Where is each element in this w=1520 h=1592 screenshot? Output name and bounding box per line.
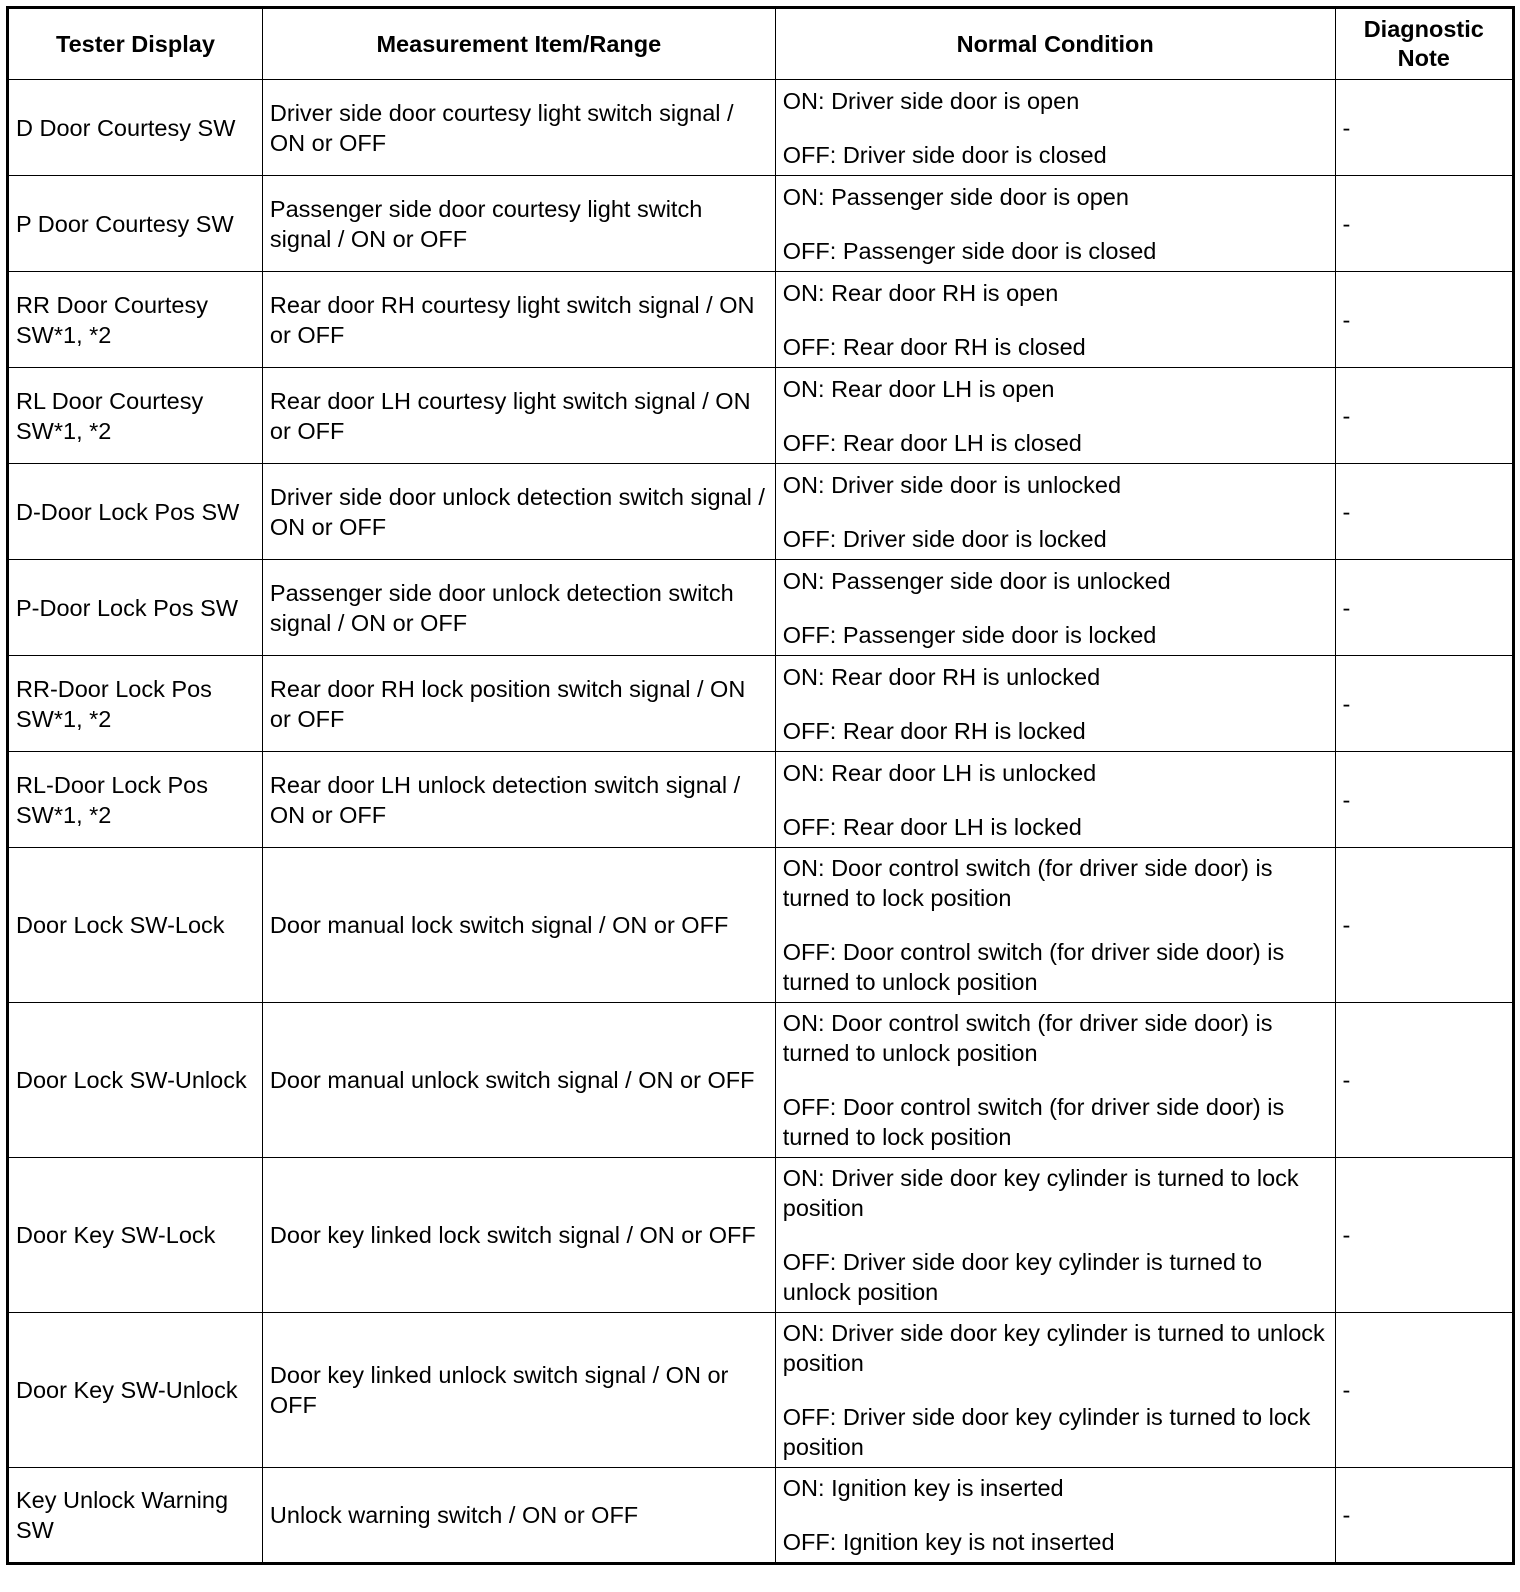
on-condition: ON: Passenger side door is unlocked (782, 567, 1171, 594)
off-condition: OFF: Driver side door key cylinder is turned to lock position (782, 1404, 1311, 1460)
measurement-cell: Rear door LH unlock detection switch signal / ON or OFF (262, 752, 775, 848)
tester-display-cell: D Door Courtesy SW (8, 80, 263, 176)
diagnostic-note-cell: - (1335, 464, 1513, 560)
table-row (8, 752, 1514, 848)
off-condition: OFF: Driver side door key cylinder is turned to unlock position (782, 1249, 1263, 1305)
table-row (8, 1313, 1514, 1468)
table-row (8, 560, 1514, 656)
table-row (8, 1003, 1514, 1158)
on-condition: ON: Driver side door is open (782, 87, 1080, 114)
on-condition: ON: Driver side door key cylinder is turned to lock position (782, 1165, 1299, 1221)
on-condition: ON: Rear door RH is open (782, 279, 1059, 306)
normal-condition-cell (775, 560, 1335, 656)
on-condition: ON: Ignition key is inserted (782, 1475, 1064, 1501)
table-row (8, 656, 1514, 752)
on-condition: ON: Door control switch (for driver side door) is turned to unlock position (782, 1010, 1273, 1066)
measurement-cell: Passenger side door courtesy light switch signal / ON or OFF (262, 176, 775, 272)
table-row (8, 464, 1514, 560)
tester-display-cell: Door Key SW-Unlock (8, 1313, 263, 1468)
on-condition: ON: Driver side door key cylinder is turned to unlock position (782, 1320, 1325, 1376)
normal-condition-cell (775, 848, 1335, 1003)
off-condition: OFF: Passenger side door is locked (782, 621, 1157, 648)
off-condition: OFF: Door control switch (for driver side door) is turned to unlock position (782, 939, 1285, 995)
normal-condition-cell (775, 752, 1335, 848)
tester-display-cell: Key Unlock Warning SW (8, 1468, 263, 1564)
diagnostic-note-cell: - (1335, 1313, 1513, 1468)
diagnostic-note-cell: - (1335, 656, 1513, 752)
tester-display-cell: Door Lock SW-Lock (8, 848, 263, 1003)
normal-condition-cell (775, 368, 1335, 464)
table-row (8, 80, 1514, 176)
measurement-cell: Door key linked lock switch signal / ON or OFF (262, 1158, 775, 1313)
normal-condition-cell (775, 1468, 1335, 1564)
normal-condition-cell (775, 80, 1335, 176)
on-condition: ON: Driver side door is unlocked (782, 471, 1122, 498)
normal-condition-cell (775, 1003, 1335, 1158)
table-row (8, 848, 1514, 1003)
data-list-table (6, 6, 1515, 1565)
tester-display-cell: Door Key SW-Lock (8, 1158, 263, 1313)
tester-display-cell: RL Door Courtesy SW*1, *2 (8, 368, 263, 464)
diagnostic-note-cell: - (1335, 272, 1513, 368)
off-condition: OFF: Passenger side door is closed (782, 237, 1157, 264)
diagnostic-note-cell: - (1335, 1003, 1513, 1158)
measurement-cell: Rear door LH courtesy light switch signal / ON or OFF (262, 368, 775, 464)
normal-condition-cell (775, 656, 1335, 752)
tester-display-cell: P-Door Lock Pos SW (8, 560, 263, 656)
on-condition: ON: Passenger side door is open (782, 183, 1129, 210)
table-row (8, 176, 1514, 272)
table-row (8, 368, 1514, 464)
off-condition: OFF: Rear door RH is closed (782, 333, 1086, 360)
table-row (8, 272, 1514, 368)
off-condition: OFF: Ignition key is not inserted (782, 1529, 1115, 1555)
tester-display-cell: D-Door Lock Pos SW (8, 464, 263, 560)
off-condition: OFF: Rear door LH is locked (782, 813, 1082, 840)
diagnostic-note-cell: - (1335, 80, 1513, 176)
on-condition: ON: Rear door RH is unlocked (782, 663, 1101, 690)
off-condition: OFF: Rear door RH is locked (782, 717, 1086, 744)
measurement-cell: Driver side door courtesy light switch signal / ON or OFF (262, 80, 775, 176)
diagnostic-note-cell: - (1335, 752, 1513, 848)
diagnostic-note-cell: - (1335, 1158, 1513, 1313)
normal-condition-cell (775, 272, 1335, 368)
header-row (8, 8, 1514, 80)
table-row (8, 1468, 1514, 1564)
table-row (8, 1158, 1514, 1313)
tester-display-cell: RR Door Courtesy SW*1, *2 (8, 272, 263, 368)
normal-condition-cell (775, 176, 1335, 272)
tester-display-cell: P Door Courtesy SW (8, 176, 263, 272)
measurement-cell: Rear door RH lock position switch signal / ON or OFF (262, 656, 775, 752)
diagnostic-note-cell: - (1335, 368, 1513, 464)
tester-display-cell: RR-Door Lock Pos SW*1, *2 (8, 656, 263, 752)
diagnostic-note-cell: - (1335, 1468, 1513, 1564)
off-condition: OFF: Rear door LH is closed (782, 429, 1082, 456)
normal-condition-cell (775, 464, 1335, 560)
diagnostic-note-cell: - (1335, 848, 1513, 1003)
measurement-cell: Passenger side door unlock detection switch signal / ON or OFF (262, 560, 775, 656)
header-measurement-item: Measurement Item/Range (262, 8, 775, 80)
measurement-cell: Door manual lock switch signal / ON or OFF (262, 848, 775, 1003)
measurement-cell: Door key linked unlock switch signal / ON or OFF (262, 1313, 775, 1468)
off-condition: OFF: Driver side door is closed (782, 141, 1107, 168)
diagnostic-note-cell: - (1335, 176, 1513, 272)
header-tester-display: Tester Display (8, 8, 263, 80)
off-condition: OFF: Driver side door is locked (782, 525, 1107, 552)
tester-display-cell: RL-Door Lock Pos SW*1, *2 (8, 752, 263, 848)
measurement-cell: Driver side door unlock detection switch signal / ON or OFF (262, 464, 775, 560)
measurement-cell: Rear door RH courtesy light switch signal / ON or OFF (262, 272, 775, 368)
measurement-cell: Door manual unlock switch signal / ON or OFF (262, 1003, 775, 1158)
measurement-cell: Unlock warning switch / ON or OFF (262, 1468, 775, 1564)
diagnostic-note-cell: - (1335, 560, 1513, 656)
header-diagnostic-note: Diagnostic Note (1335, 8, 1513, 80)
off-condition: OFF: Door control switch (for driver side door) is turned to lock position (782, 1094, 1285, 1150)
on-condition: ON: Rear door LH is unlocked (782, 759, 1097, 786)
header-normal-condition: Normal Condition (775, 8, 1335, 80)
on-condition: ON: Door control switch (for driver side door) is turned to lock position (782, 855, 1273, 911)
normal-condition-cell (775, 1313, 1335, 1468)
on-condition: ON: Rear door LH is open (782, 375, 1055, 402)
normal-condition-cell (775, 1158, 1335, 1313)
tester-display-cell: Door Lock SW-Unlock (8, 1003, 263, 1158)
